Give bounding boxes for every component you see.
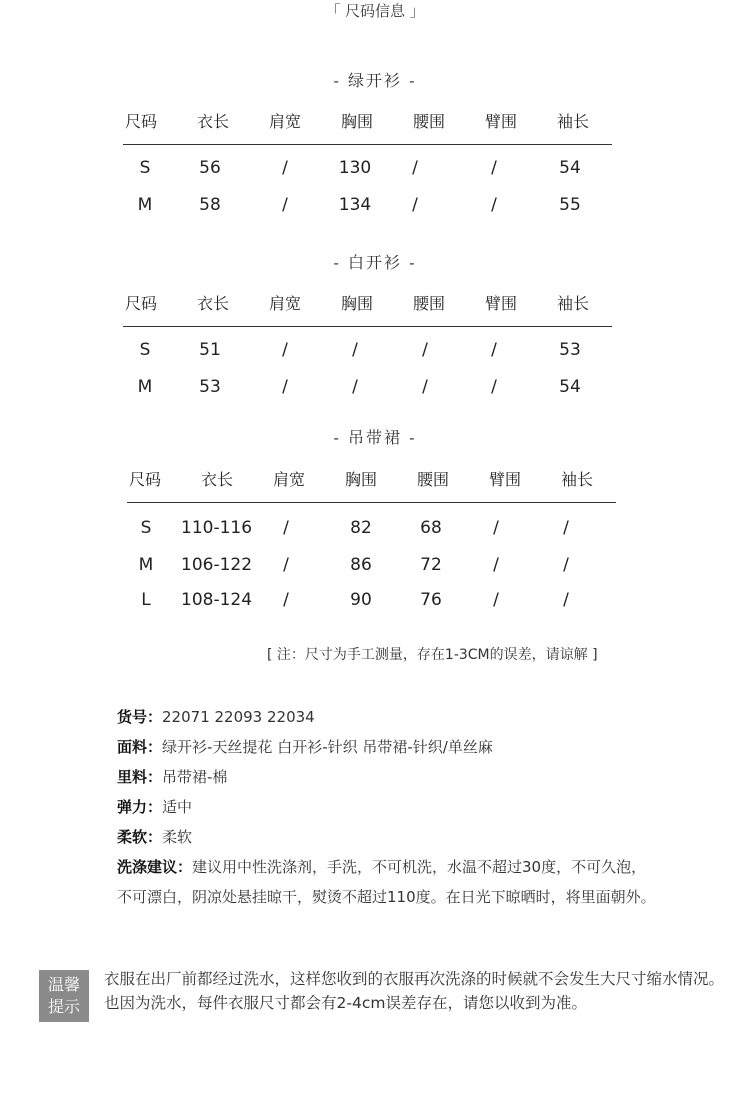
info-label: 里料：	[117, 768, 163, 786]
info-label: 面料：	[117, 738, 163, 756]
table-cell: 110-116	[181, 518, 253, 538]
table-cell: /	[491, 158, 497, 178]
table-cell: 54	[559, 377, 581, 397]
table-cell: /	[422, 340, 428, 360]
section-title-white-cardigan: - 白开衫 -	[333, 253, 417, 272]
table-cell: /	[491, 377, 497, 397]
table-cell: 90	[350, 590, 372, 610]
info-line-softness	[117, 825, 717, 855]
table-cell: /	[282, 377, 288, 397]
info-value: 柔软	[162, 828, 193, 846]
column-header: 肩宽	[268, 294, 301, 313]
table-divider	[123, 326, 612, 327]
product-info	[117, 705, 717, 915]
table-cell: /	[563, 590, 569, 610]
table-cell: /	[282, 340, 288, 360]
info-value: 吊带裙-棉	[162, 768, 228, 786]
column-header: 尺码	[124, 112, 157, 131]
column-header: 胸围	[340, 294, 373, 313]
table-cell: 108-124	[181, 590, 253, 610]
info-line-elasticity	[117, 795, 717, 825]
table-cell: /	[283, 590, 289, 610]
table-cell: /	[493, 518, 499, 538]
info-line-fabric	[117, 735, 717, 765]
page-title: 「 尺码信息 」	[325, 2, 425, 20]
column-header: 胸围	[340, 112, 373, 131]
info-line-lining	[117, 765, 717, 795]
tips-badge-line: 温馨	[47, 975, 80, 994]
info-line-washing	[117, 855, 717, 885]
column-header: 胸围	[344, 470, 377, 489]
table-cell: 130	[338, 158, 372, 178]
info-value: 适中	[162, 798, 193, 816]
info-value: 22071 22093 22034	[162, 708, 315, 726]
info-line-item-no	[117, 705, 717, 735]
column-header: 衣长	[196, 112, 229, 131]
info-value: 绿开衫-天丝提花 白开衫-针织 吊带裙-针织/单丝麻	[162, 738, 493, 756]
column-header: 袖长	[560, 470, 593, 489]
table-cell: 58	[199, 195, 221, 215]
table-cell: /	[491, 195, 497, 215]
column-header: 肩宽	[272, 470, 305, 489]
table-cell: /	[422, 377, 428, 397]
column-header: 腰围	[412, 294, 445, 313]
table-divider	[127, 502, 616, 503]
table-cell: 51	[199, 340, 221, 360]
section-title-slip-dress: - 吊带裙 -	[333, 428, 417, 447]
column-header: 肩宽	[268, 112, 301, 131]
column-header: 尺码	[128, 470, 161, 489]
table-cell: 68	[420, 518, 442, 538]
table-cell: S	[140, 518, 152, 538]
column-header: 尺码	[124, 294, 157, 313]
table-cell: /	[493, 555, 499, 575]
table-cell: M	[138, 555, 154, 575]
table-cell: /	[412, 158, 418, 178]
table-cell: /	[283, 518, 289, 538]
table-cell: 106-122	[181, 555, 253, 575]
column-header: 臂围	[484, 112, 517, 131]
tips-badge-line: 提示	[47, 997, 80, 1016]
table-cell: /	[563, 555, 569, 575]
table-cell: S	[139, 158, 151, 178]
table-cell: /	[282, 195, 288, 215]
info-value: 建议用中性洗涤剂，手洗，不可机洗，水温不超过30度，不可久泡，	[192, 858, 647, 876]
table-cell: /	[352, 340, 358, 360]
info-value: 不可漂白，阴凉处悬挂晾干，熨烫不超过110度。在日光下晾晒时，将里面朝外。	[117, 888, 656, 906]
table-cell: 76	[420, 590, 442, 610]
table-cell: L	[141, 590, 151, 610]
column-header: 臂围	[488, 470, 521, 489]
table-cell: /	[491, 340, 497, 360]
table-cell: 72	[420, 555, 442, 575]
info-label: 弹力：	[117, 798, 163, 816]
column-header: 腰围	[412, 112, 445, 131]
column-header: 腰围	[416, 470, 449, 489]
measurement-note: [ 注：尺寸为手工测量，存在1-3CM的误差，请谅解 ]	[267, 647, 598, 663]
info-label: 洗涤建议：	[117, 858, 193, 876]
table-cell: /	[493, 590, 499, 610]
table-cell: S	[139, 340, 151, 360]
table-cell: 134	[338, 195, 372, 215]
table-cell: M	[137, 195, 153, 215]
column-header: 衣长	[196, 294, 229, 313]
table-cell: /	[412, 195, 418, 215]
info-line-washing-cont	[117, 885, 717, 915]
tips-text: 衣服在出厂前都经过洗水，这样您收到的衣服再次洗涤的时候就不会发生大尺寸缩水情况。也因为洗水，每件衣服尺寸都会有2-4cm误差存在，请您以收到为准。	[104, 970, 725, 1012]
column-header: 臂围	[484, 294, 517, 313]
table-cell: /	[283, 555, 289, 575]
table-divider	[123, 144, 612, 145]
table-cell: /	[352, 377, 358, 397]
column-header: 衣长	[200, 470, 233, 489]
table-cell: 82	[350, 518, 372, 538]
column-header: 袖长	[556, 112, 589, 131]
info-label: 货号：	[117, 708, 163, 726]
table-cell: M	[137, 377, 153, 397]
tips-badge	[39, 970, 89, 1022]
table-cell: 55	[559, 195, 581, 215]
table-cell: 86	[350, 555, 372, 575]
table-cell: 53	[199, 377, 221, 397]
table-cell: /	[563, 518, 569, 538]
table-cell: 56	[199, 158, 221, 178]
table-cell: 54	[559, 158, 581, 178]
table-cell: /	[282, 158, 288, 178]
info-label: 柔软：	[117, 828, 163, 846]
table-cell: 53	[559, 340, 581, 360]
column-header: 袖长	[556, 294, 589, 313]
section-title-green-cardigan: - 绿开衫 -	[333, 71, 417, 90]
